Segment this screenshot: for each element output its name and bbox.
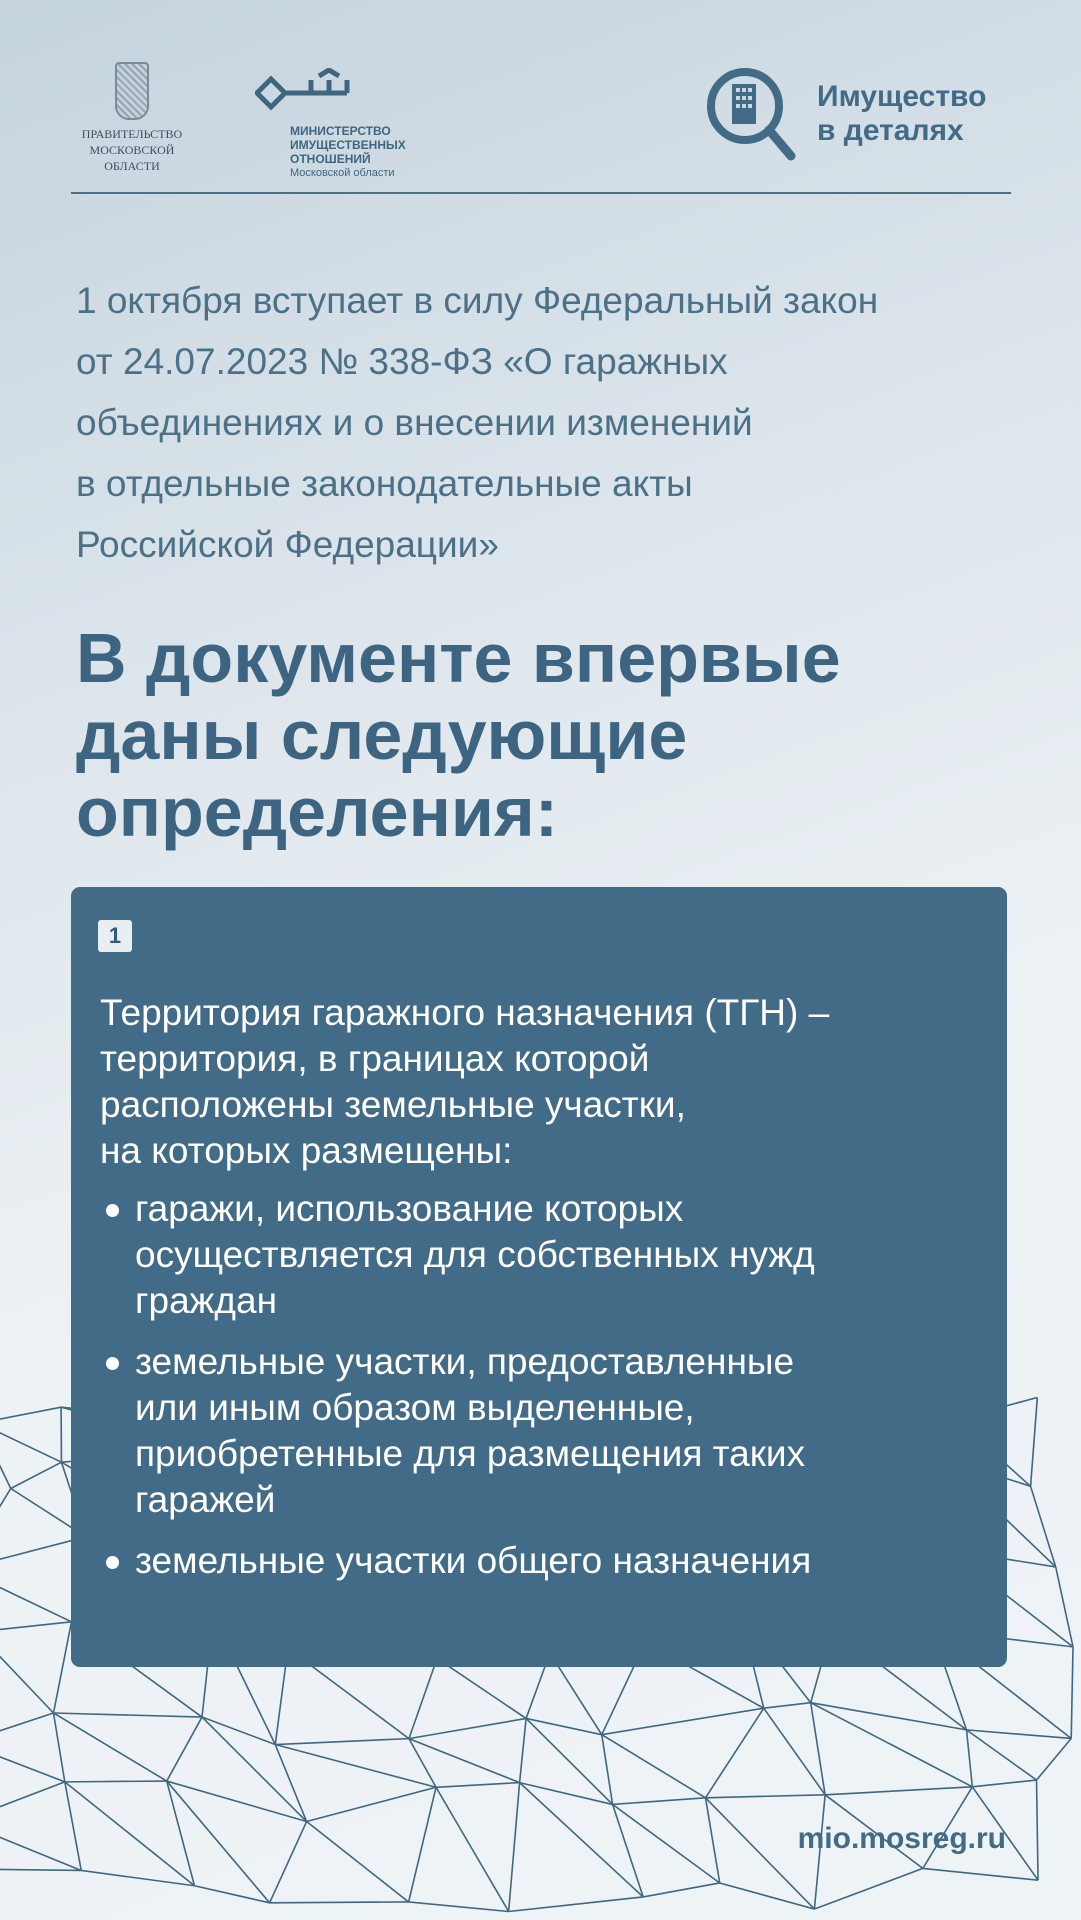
heading-line: определения:	[76, 773, 559, 851]
gov-logo-text: МОСКОВСКОЙ	[89, 143, 175, 157]
mesh-line	[705, 1708, 763, 1798]
mesh-line	[0, 1423, 61, 1462]
mesh-line	[0, 1622, 71, 1632]
ministry-logo	[255, 68, 406, 180]
ministry-logo-text: МИНИСТЕРСТВО	[290, 124, 391, 138]
mesh-line	[966, 1730, 1036, 1780]
mesh-line	[409, 1658, 437, 1738]
mesh-line	[275, 1739, 409, 1745]
mesh-line	[1037, 1780, 1039, 1880]
page-heading	[76, 620, 841, 851]
gov-logo-text: ПРАВИТЕЛЬСТВО	[81, 127, 183, 141]
key-house-icon	[255, 68, 355, 118]
number-badge: 1	[98, 920, 132, 952]
list-item-line: или иным образом выделенные,	[135, 1387, 695, 1428]
mesh-line	[811, 1703, 967, 1730]
mesh-line	[275, 1745, 306, 1822]
mesh-line	[720, 1883, 815, 1909]
mesh-line	[0, 1743, 65, 1782]
mesh-line	[0, 1632, 53, 1713]
mesh-line	[53, 1622, 71, 1713]
mesh-line	[825, 1787, 972, 1795]
mesh-line	[966, 1730, 972, 1787]
gov-logo-text: ОБЛАСТИ	[104, 159, 160, 173]
list-item-line: гаражей	[135, 1479, 276, 1520]
mesh-line	[1031, 1398, 1038, 1487]
mesh-line	[11, 1462, 62, 1488]
list-item	[100, 1339, 990, 1523]
list-item-line: приобретенные для размещения таких	[135, 1433, 806, 1474]
mesh-line	[436, 1787, 509, 1911]
mesh-line	[764, 1703, 811, 1709]
mesh-line	[1037, 1738, 1072, 1780]
mesh-line	[602, 1708, 764, 1734]
definition-line: на которых размещены:	[100, 1130, 513, 1171]
mesh-line	[437, 1658, 526, 1718]
magnifier-building-icon	[705, 66, 797, 161]
mesh-line	[509, 1897, 644, 1912]
intro-line: объединениях и о внесении изменений	[76, 402, 753, 443]
mesh-line	[705, 1795, 825, 1798]
mesh-line	[409, 1739, 436, 1788]
ministry-logo-text: ОТНОШЕНИЙ	[290, 152, 371, 166]
bullet-icon	[106, 1357, 119, 1370]
mesh-line	[53, 1713, 202, 1717]
header-divider	[71, 192, 1011, 194]
mesh-line	[1071, 1647, 1073, 1739]
mesh-line	[409, 1739, 520, 1783]
mesh-line	[613, 1804, 720, 1883]
mesh-line	[53, 1713, 166, 1781]
ministry-logo-subtitle: Московской области	[290, 167, 395, 179]
project-title: в деталях	[817, 113, 964, 147]
moscow-region-government-logo	[72, 62, 192, 174]
mesh-line	[0, 1822, 81, 1871]
mesh-line	[602, 1735, 706, 1798]
coat-of-arms-icon	[115, 62, 149, 120]
bullet-icon	[106, 1556, 119, 1569]
mesh-line	[0, 1407, 61, 1423]
intro-line: 1 октября вступает в силу Федеральный закон	[76, 280, 879, 321]
heading-line: даны следующие	[76, 696, 688, 774]
bullet-icon	[106, 1204, 119, 1217]
mesh-line	[409, 1787, 436, 1902]
mesh-line	[509, 1783, 520, 1912]
definition-line: территория, в границах которой	[100, 1038, 650, 1079]
mesh-line	[65, 1782, 81, 1871]
mesh-line	[613, 1798, 706, 1805]
mesh-line	[764, 1708, 825, 1795]
mesh-line	[0, 1569, 71, 1622]
definition-line: Территория гаражного назначения (ТГН) –	[100, 992, 830, 1033]
mesh-line	[966, 1730, 1071, 1739]
bullet-list	[100, 1186, 990, 1584]
intro-line: в отдельные законодательные акты	[76, 463, 693, 504]
mesh-line	[520, 1783, 613, 1805]
mesh-line	[409, 1902, 509, 1912]
project-logo	[705, 66, 986, 161]
website-link[interactable]: mio.mosreg.ru	[797, 1822, 1006, 1855]
mesh-line	[270, 1902, 409, 1903]
list-item-line: осуществляется для собственных нужд	[135, 1234, 815, 1275]
mesh-line	[65, 1781, 167, 1782]
mesh-line	[526, 1718, 602, 1734]
heading-line: В документе впервые	[76, 619, 841, 697]
mesh-line	[923, 1868, 1038, 1880]
list-item-line: граждан	[135, 1280, 278, 1321]
mesh-line	[602, 1735, 613, 1805]
mesh-line	[814, 1868, 922, 1909]
mesh-line	[409, 1718, 526, 1738]
mesh-line	[53, 1713, 64, 1782]
list-item-line: гаражи, использование которых	[135, 1188, 684, 1229]
definition-card	[71, 887, 1007, 1667]
mesh-line	[972, 1780, 1036, 1787]
mesh-line	[0, 1782, 65, 1822]
mesh-line	[436, 1783, 520, 1788]
project-title: Имущество	[817, 79, 987, 113]
intro-line: от 24.07.2023 № 338-ФЗ «О гаражных	[76, 341, 728, 382]
mesh-line	[520, 1718, 527, 1782]
ministry-logo-text: ИМУЩЕСТВЕННЫХ	[290, 138, 406, 152]
mesh-line	[0, 1869, 81, 1870]
list-item	[100, 1186, 990, 1324]
mesh-line	[307, 1822, 409, 1902]
mesh-line	[167, 1717, 202, 1781]
mesh-line	[270, 1822, 307, 1903]
intro-text	[76, 270, 1026, 575]
intro-line: Российской Федерации»	[76, 524, 499, 565]
mesh-line	[307, 1787, 436, 1821]
mesh-line	[0, 1713, 53, 1743]
definition-line: расположены земельные участки,	[100, 1084, 686, 1125]
mesh-line	[643, 1883, 720, 1897]
list-item-line: земельные участки, предоставленные	[135, 1341, 795, 1382]
definition-text	[100, 990, 990, 1174]
mesh-line	[275, 1745, 436, 1788]
list-item	[100, 1538, 990, 1584]
list-item-line: земельные участки общего назначения	[135, 1540, 812, 1581]
mesh-line	[811, 1703, 825, 1795]
